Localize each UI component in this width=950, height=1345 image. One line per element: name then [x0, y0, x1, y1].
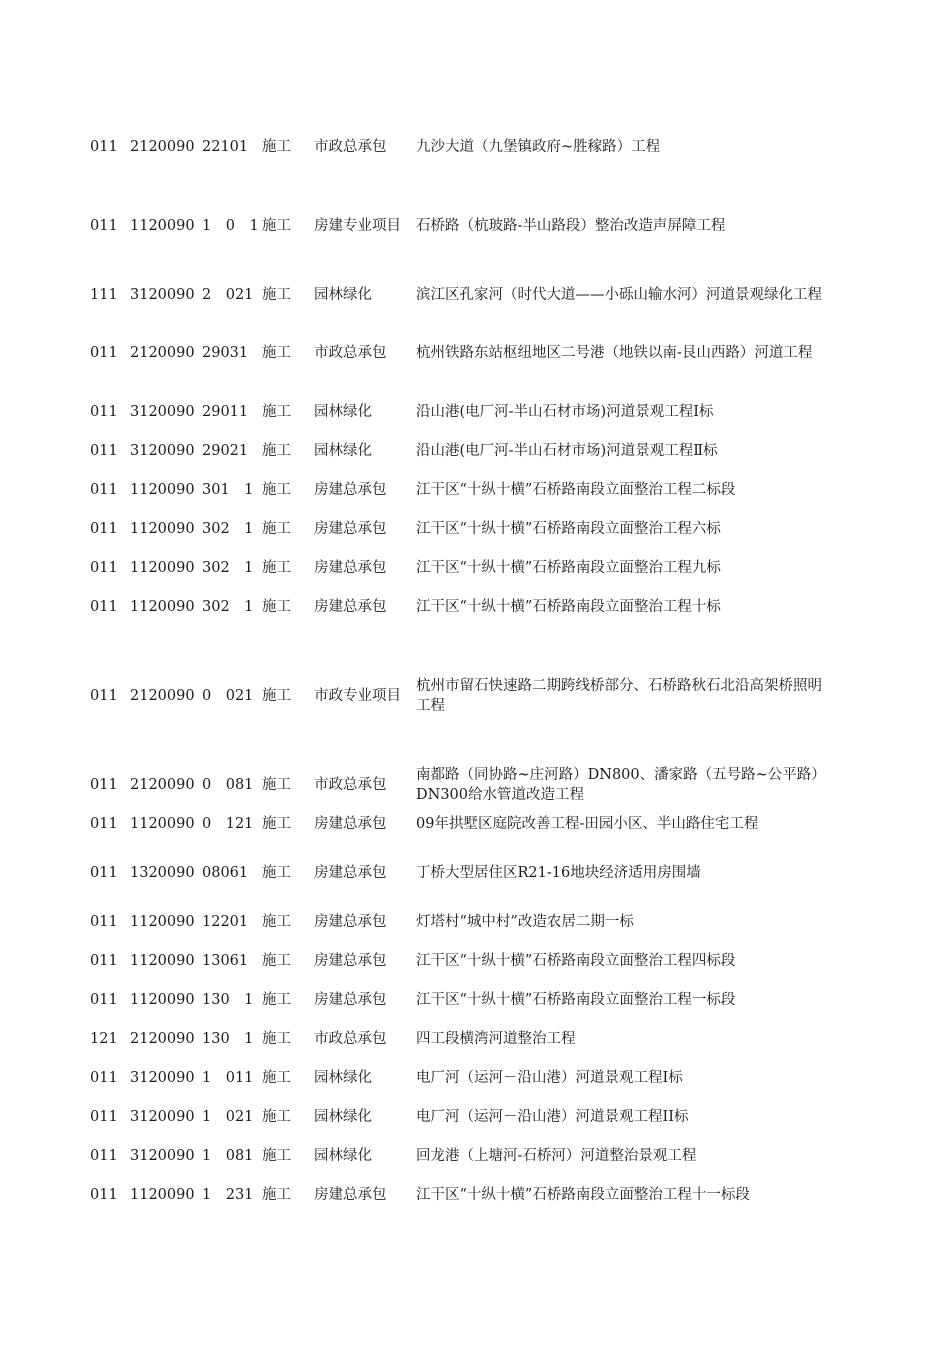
project-name-cell: 南都路（同协路~庄河路）DN800、潘家路（五号路~公平路）DN300给水管道改造工程 — [416, 767, 826, 803]
project-number-cell: 2120090 — [130, 139, 195, 155]
sequence-cell: 1 0 1 — [202, 218, 259, 234]
phase-cell: 施工 — [262, 521, 291, 537]
project-name-cell: 杭州市留石快速路二期跨线桥部分、石桥路秋石北沿高架桥照明工程 — [416, 678, 822, 714]
phase-cell: 施工 — [262, 599, 291, 615]
code-cell: 011 — [90, 521, 118, 537]
project-number-cell: 2120090 — [130, 1031, 195, 1047]
project-name-cell: 杭州铁路东站枢纽地区二号港（地铁以南-艮山西路）河道工程 — [416, 345, 813, 361]
project-name-cell: 九沙大道（九堡镇政府~胜稼路）工程 — [416, 139, 661, 155]
code-cell: 011 — [90, 688, 118, 704]
phase-cell: 施工 — [262, 777, 291, 793]
code-cell: 011 — [90, 1187, 118, 1203]
project-name-cell: 电厂河（运河－沿山港）河道景观工程II标 — [416, 1109, 689, 1125]
code-cell: 011 — [90, 345, 118, 361]
project-number-cell: 1120090 — [130, 1187, 195, 1203]
category-cell: 市政总承包 — [314, 345, 387, 361]
project-name-cell: 四工段横湾河道整治工程 — [416, 1031, 576, 1047]
code-cell: 011 — [90, 1148, 118, 1164]
category-cell: 园林绿化 — [314, 1070, 372, 1086]
sequence-cell: 302 1 — [202, 521, 254, 537]
project-name-cell: 沿山港(电厂河-半山石材市场)河道景观工程Ⅰ标 — [416, 404, 714, 420]
phase-cell: 施工 — [262, 1187, 291, 1203]
code-cell: 011 — [90, 443, 118, 459]
sequence-cell: 29011 — [202, 404, 249, 420]
project-number-cell: 3120090 — [130, 1148, 195, 1164]
phase-cell: 施工 — [262, 443, 291, 459]
sequence-cell: 0 021 — [202, 688, 254, 704]
category-cell: 房建总承包 — [314, 521, 387, 537]
category-cell: 房建总承包 — [314, 953, 387, 969]
project-name-cell: 丁桥大型居住区R21-16地块经济适用房围墙 — [416, 865, 701, 881]
project-number-cell: 3120090 — [130, 287, 195, 303]
project-name-cell: 09年拱墅区庭院改善工程-田园小区、半山路住宅工程 — [416, 816, 759, 832]
category-cell: 园林绿化 — [314, 443, 372, 459]
project-number-cell: 3120090 — [130, 1109, 195, 1125]
project-number-cell: 1120090 — [130, 218, 195, 234]
project-number-cell: 1120090 — [130, 482, 195, 498]
sequence-cell: 08061 — [202, 865, 249, 881]
project-number-cell: 2120090 — [130, 345, 195, 361]
project-number-cell: 2120090 — [130, 777, 195, 793]
project-name-cell: 石桥路（杭玻路-半山路段）整治改造声屏障工程 — [416, 218, 726, 234]
project-number-cell: 3120090 — [130, 443, 195, 459]
project-name-cell: 灯塔村“城中村”改造农居二期一标 — [416, 914, 634, 930]
code-cell: 011 — [90, 992, 118, 1008]
project-number-cell: 1120090 — [130, 560, 195, 576]
code-cell: 111 — [90, 287, 118, 303]
sequence-cell: 301 1 — [202, 482, 254, 498]
code-cell: 011 — [90, 1070, 118, 1086]
code-cell: 011 — [90, 599, 118, 615]
project-name-cell: 江干区“十纵十横”石桥路南段立面整治工程二标段 — [416, 482, 736, 498]
sequence-cell: 2 021 — [202, 287, 254, 303]
sequence-cell: 12201 — [202, 914, 249, 930]
project-number-cell: 1320090 — [130, 865, 195, 881]
category-cell: 房建总承包 — [314, 1187, 387, 1203]
sequence-cell: 13061 — [202, 953, 249, 969]
phase-cell: 施工 — [262, 218, 291, 234]
project-name-cell: 沿山港(电厂河-半山石材市场)河道景观工程Ⅱ标 — [416, 443, 718, 459]
category-cell: 房建总承包 — [314, 914, 387, 930]
phase-cell: 施工 — [262, 287, 291, 303]
phase-cell: 施工 — [262, 482, 291, 498]
category-cell: 园林绿化 — [314, 1109, 372, 1125]
project-number-cell: 1120090 — [130, 816, 195, 832]
code-cell: 011 — [90, 816, 118, 832]
code-cell: 011 — [90, 953, 118, 969]
sequence-cell: 1 081 — [202, 1148, 254, 1164]
category-cell: 房建总承包 — [314, 482, 387, 498]
phase-cell: 施工 — [262, 404, 291, 420]
category-cell: 房建专业项目 — [314, 218, 401, 234]
category-cell: 房建总承包 — [314, 992, 387, 1008]
sequence-cell: 0 121 — [202, 816, 254, 832]
code-cell: 011 — [90, 404, 118, 420]
phase-cell: 施工 — [262, 560, 291, 576]
project-number-cell: 1120090 — [130, 992, 195, 1008]
phase-cell: 施工 — [262, 914, 291, 930]
phase-cell: 施工 — [262, 139, 291, 155]
phase-cell: 施工 — [262, 1148, 291, 1164]
phase-cell: 施工 — [262, 688, 291, 704]
project-number-cell: 3120090 — [130, 404, 195, 420]
code-cell: 011 — [90, 914, 118, 930]
sequence-cell: 1 231 — [202, 1187, 254, 1203]
code-cell: 011 — [90, 139, 118, 155]
project-name-cell: 江干区“十纵十横”石桥路南段立面整治工程六标 — [416, 521, 721, 537]
project-number-cell: 3120090 — [130, 1070, 195, 1086]
sequence-cell: 0 081 — [202, 777, 254, 793]
sequence-cell: 302 1 — [202, 560, 254, 576]
category-cell: 市政专业项目 — [314, 688, 401, 704]
sequence-cell: 1 011 — [202, 1070, 254, 1086]
project-number-cell: 1120090 — [130, 914, 195, 930]
phase-cell: 施工 — [262, 1109, 291, 1125]
project-name-cell: 江干区“十纵十横”石桥路南段立面整治工程九标 — [416, 560, 721, 576]
category-cell: 房建总承包 — [314, 816, 387, 832]
sequence-cell: 29031 — [202, 345, 249, 361]
phase-cell: 施工 — [262, 345, 291, 361]
project-name-cell: 江干区“十纵十横”石桥路南段立面整治工程四标段 — [416, 953, 736, 969]
sequence-cell: 29021 — [202, 443, 249, 459]
project-number-cell: 1120090 — [130, 599, 195, 615]
code-cell: 011 — [90, 560, 118, 576]
phase-cell: 施工 — [262, 953, 291, 969]
category-cell: 园林绿化 — [314, 1148, 372, 1164]
project-number-cell: 1120090 — [130, 953, 195, 969]
sequence-cell: 302 1 — [202, 599, 254, 615]
sequence-cell: 130 1 — [202, 992, 254, 1008]
project-name-cell: 江干区“十纵十横”石桥路南段立面整治工程十标 — [416, 599, 721, 615]
sequence-cell: 22101 — [202, 139, 249, 155]
code-cell: 011 — [90, 482, 118, 498]
code-cell: 011 — [90, 777, 118, 793]
category-cell: 园林绿化 — [314, 404, 372, 420]
project-number-cell: 2120090 — [130, 688, 195, 704]
project-name-cell: 回龙港（上塘河-石桥河）河道整治景观工程 — [416, 1148, 697, 1164]
phase-cell: 施工 — [262, 865, 291, 881]
project-name-cell: 江干区“十纵十横”石桥路南段立面整治工程一标段 — [416, 992, 736, 1008]
category-cell: 市政总承包 — [314, 1031, 387, 1047]
project-name-cell: 江干区“十纵十横”石桥路南段立面整治工程十一标段 — [416, 1187, 750, 1203]
code-cell: 011 — [90, 218, 118, 234]
category-cell: 房建总承包 — [314, 865, 387, 881]
category-cell: 园林绿化 — [314, 287, 372, 303]
category-cell: 市政总承包 — [314, 139, 387, 155]
project-name-cell: 滨江区孔家河（时代大道——小砾山输水河）河道景观绿化工程 — [416, 287, 822, 303]
phase-cell: 施工 — [262, 1070, 291, 1086]
project-name-cell: 电厂河（运河－沿山港）河道景观工程I标 — [416, 1070, 683, 1086]
sequence-cell: 130 1 — [202, 1031, 254, 1047]
code-cell: 011 — [90, 865, 118, 881]
category-cell: 房建总承包 — [314, 599, 387, 615]
project-number-cell: 1120090 — [130, 521, 195, 537]
phase-cell: 施工 — [262, 816, 291, 832]
phase-cell: 施工 — [262, 992, 291, 1008]
category-cell: 房建总承包 — [314, 560, 387, 576]
phase-cell: 施工 — [262, 1031, 291, 1047]
code-cell: 011 — [90, 1109, 118, 1125]
category-cell: 市政总承包 — [314, 777, 387, 793]
code-cell: 121 — [90, 1031, 118, 1047]
sequence-cell: 1 021 — [202, 1109, 254, 1125]
